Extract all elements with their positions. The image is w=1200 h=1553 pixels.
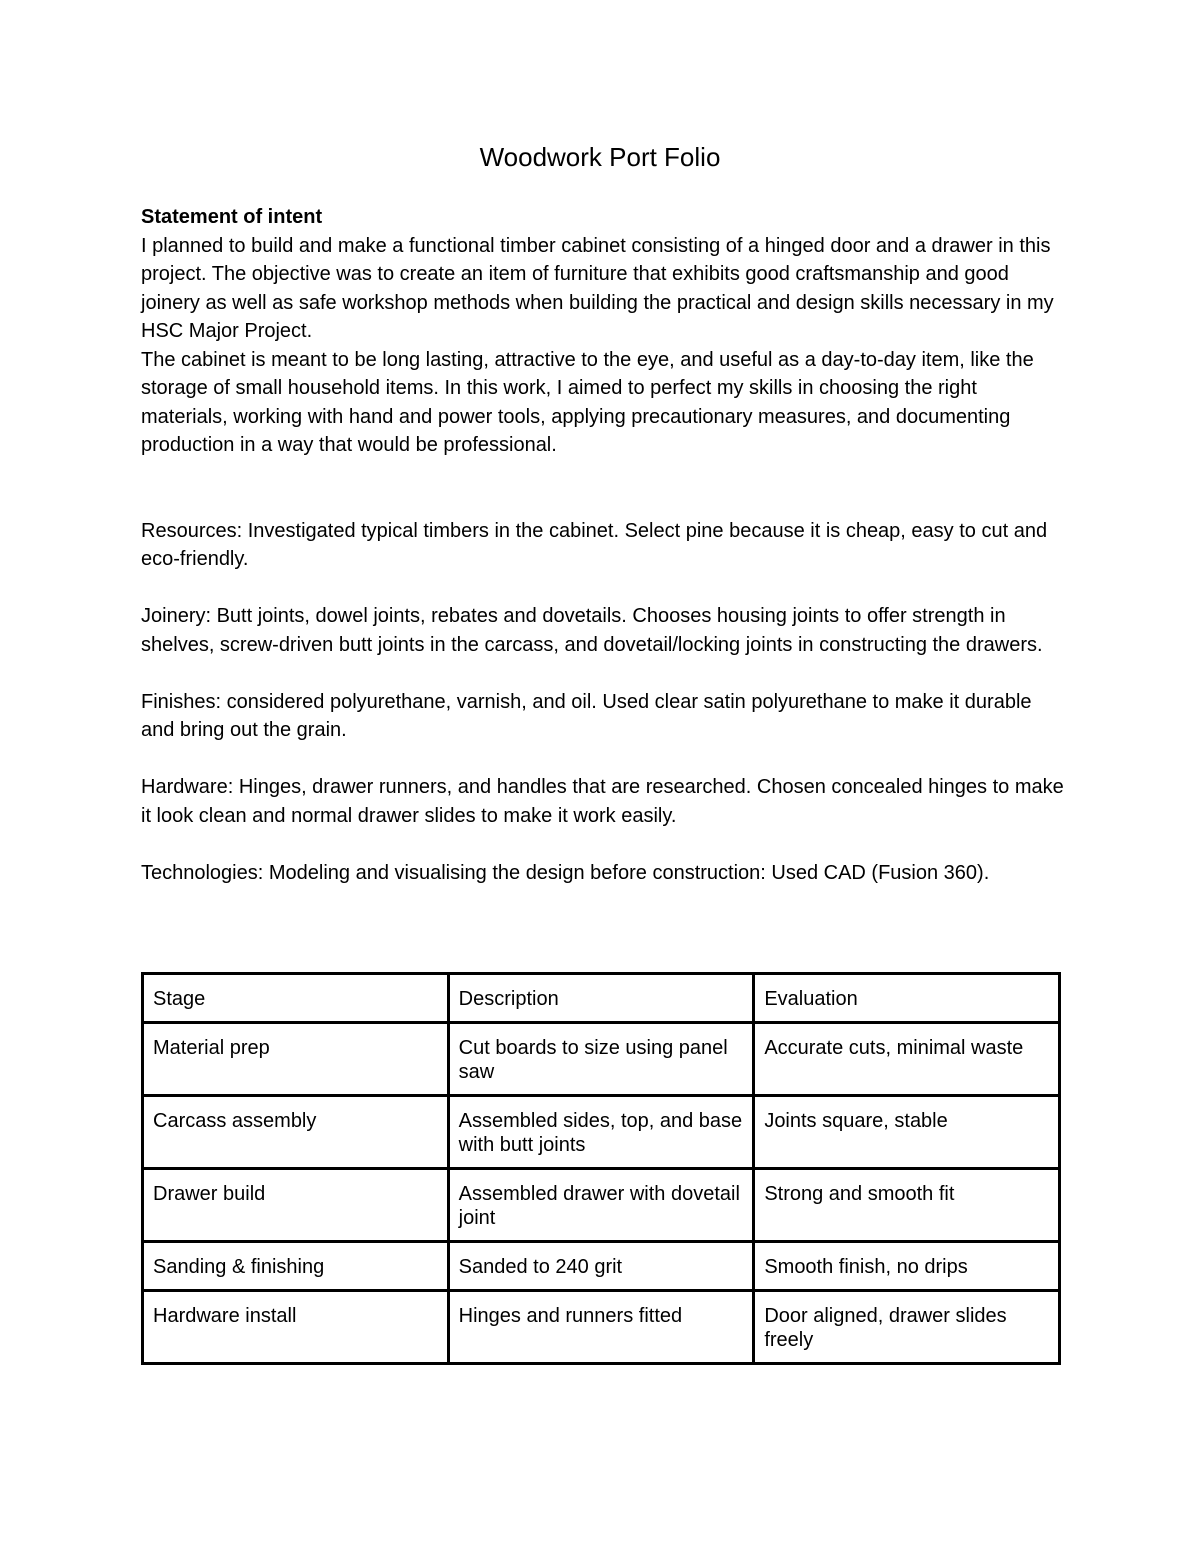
spacer [141, 659, 1066, 688]
table-cell: Drawer build [143, 1169, 449, 1242]
technologies-paragraph: Technologies: Modeling and visualising the design before construction: Used CAD (Fusion 360). [141, 861, 990, 884]
table-cell: Smooth finish, no drips [754, 1242, 1060, 1291]
table-cell: Material prep [143, 1023, 449, 1096]
spacer [141, 745, 1066, 774]
statement-paragraph: The cabinet is meant to be long lasting, attractive to the eye, and useful as a day-to-day item, like the storage of small household items. In this work, I aimed to perfect my skills in choosing the right materials, working with hand and power tools, applying precautionary measures, and documenting production in a way that would be professional. [141, 348, 1034, 456]
spacer [141, 830, 1066, 859]
joinery-paragraph: Joinery: Butt joints, dowel joints, rebates and dovetails. Chooses housing joints to offer strength in shelves, screw-driven butt joints in the carcass, and dovetail/locking joints in constructing the drawers. [141, 605, 1043, 656]
table-cell: Accurate cuts, minimal waste [754, 1023, 1060, 1096]
table-cell: Joints square, stable [754, 1096, 1060, 1169]
table-row [143, 1096, 1060, 1169]
table-cell: Door aligned, drawer slides freely [754, 1291, 1060, 1364]
production-table [141, 972, 1061, 1365]
table-cell: Carcass assembly [143, 1096, 449, 1169]
table-row [143, 1291, 1060, 1364]
table-header-cell: Stage [143, 974, 449, 1023]
document-title: Woodwork Port Folio [479, 142, 721, 172]
statement-paragraph: I planned to build and make a functional timber cabinet consisting of a hinged door and a drawer in this project. The objective was to create an item of furniture that exhibits good craftsmanship and good joinery as well as safe workshop methods when building the practical and design skills necessary in my HSC Major Project. [141, 234, 1054, 342]
spacer [141, 574, 1066, 603]
table-cell: Hinges and runners fitted [448, 1291, 754, 1364]
table-header-cell: Description [448, 974, 754, 1023]
table-row [143, 1023, 1060, 1096]
table-header-row [143, 974, 1060, 1023]
table-cell: Hardware install [143, 1291, 449, 1364]
table-cell: Sanded to 240 grit [448, 1242, 754, 1291]
table-cell: Sanding & finishing [143, 1242, 449, 1291]
document-body [141, 203, 1066, 887]
table-row [143, 1242, 1060, 1291]
table-cell: Cut boards to size using panel saw [448, 1023, 754, 1096]
table-cell: Strong and smooth fit [754, 1169, 1060, 1242]
spacer [141, 460, 1066, 517]
table-header-cell: Evaluation [754, 974, 1060, 1023]
table-row [143, 1169, 1060, 1242]
table-cell: Assembled sides, top, and base with butt joints [448, 1096, 754, 1169]
statement-heading: Statement of intent [141, 206, 323, 228]
hardware-paragraph: Hardware: Hinges, drawer runners, and handles that are researched. Chosen concealed hinges to make it look clean and normal drawer slides to make it work easily. [141, 776, 1064, 827]
finishes-paragraph: Finishes: considered polyurethane, varnish, and oil. Used clear satin polyurethane to make it durable and bring out the grain. [141, 690, 1032, 741]
table-cell: Assembled drawer with dovetail joint [448, 1169, 754, 1242]
resources-paragraph: Resources: Investigated typical timbers in the cabinet. Select pine because it is cheap, easy to cut and eco-friendly. [141, 519, 1048, 570]
